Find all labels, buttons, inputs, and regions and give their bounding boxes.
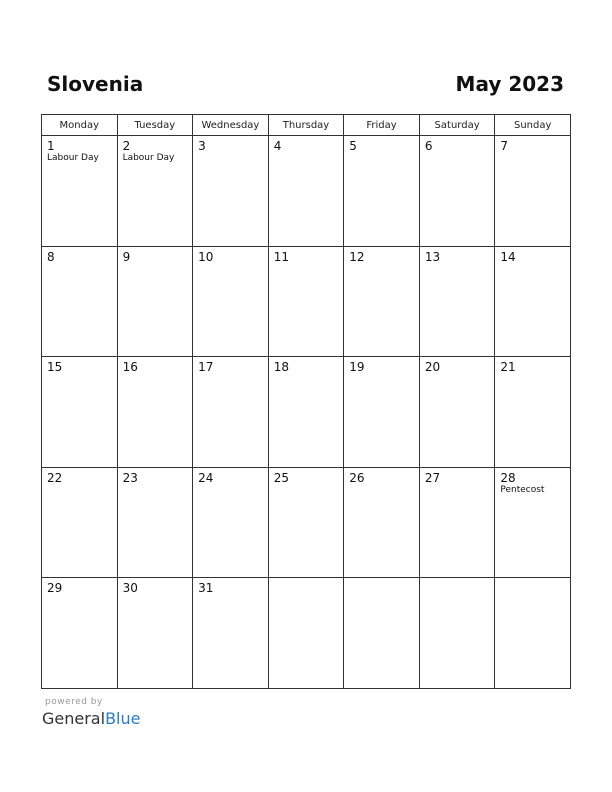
week-row-5 [42,578,571,689]
day-number: 23 [122,470,138,485]
day-number: 26 [349,470,365,485]
day-number: 19 [349,360,365,375]
day-cell [495,357,571,468]
day-number: 21 [500,360,516,375]
day-cell [193,357,269,468]
week-row-3 [42,357,571,468]
day-cell [193,578,269,689]
day-cell [268,357,344,468]
day-number: 4 [273,139,282,153]
day-number: 6 [424,139,433,153]
day-number: 25 [273,470,289,485]
day-cell [419,136,495,247]
day-cell [344,246,420,357]
holiday-label: Pentecost [500,484,545,495]
day-cell-empty [419,578,495,689]
day-number: 16 [122,360,138,375]
week-row-1 [42,136,571,247]
day-number: 7 [500,139,509,153]
day-number: 28 [500,470,516,485]
day-number: 11 [273,249,289,264]
day-number: 5 [349,139,357,153]
weekday-header-row [42,115,571,136]
day-cell [42,357,118,468]
day-cell [344,467,420,578]
day-cell [193,246,269,357]
day-number [344,578,419,581]
country-title: Slovenia [47,72,144,96]
day-cell [42,578,118,689]
day-cell [117,246,193,357]
day-cell-empty [344,578,420,689]
month-year-title: May 2023 [455,72,564,96]
day-number: 29 [47,581,63,596]
day-cell [117,136,193,247]
day-number: 30 [122,581,138,596]
holiday-label: Labour Day [122,153,175,163]
day-cell [117,357,193,468]
weekday-sunday: Sunday [495,115,571,136]
holiday-label: Labour Day [47,153,99,163]
day-number: 22 [47,470,63,485]
day-number: 14 [500,249,516,264]
day-number: 3 [198,139,206,153]
day-number: 8 [47,249,55,264]
day-cell [419,357,495,468]
day-cell [495,467,571,578]
day-number: 24 [198,470,214,485]
day-number: 27 [424,470,441,485]
day-cell [42,136,118,247]
week-row-2 [42,246,571,357]
powered-by-text: powered by [45,697,103,707]
day-cell [42,467,118,578]
weekday-saturday: Saturday [419,115,495,136]
day-number: 17 [198,360,214,375]
day-number: 31 [198,581,214,596]
day-cell [344,357,420,468]
day-cell [193,467,269,578]
calendar-grid [41,114,571,689]
day-cell [117,578,193,689]
day-cell [117,467,193,578]
day-number: 20 [424,360,441,375]
brand-name-general: General [42,709,106,728]
day-number: 9 [122,249,131,264]
brand-logo[interactable] [42,709,140,729]
week-row-4 [42,467,571,578]
weekday-thursday: Thursday [268,115,344,136]
day-cell [495,246,571,357]
day-cell [268,467,344,578]
day-cell [193,136,269,247]
day-cell-empty [268,578,344,689]
weekday-monday: Monday [42,115,118,136]
weekday-wednesday: Wednesday [193,115,269,136]
weekday-tuesday: Tuesday [117,115,193,136]
day-number [495,578,570,581]
footer-branding [42,697,140,729]
day-cell [42,246,118,357]
day-number: 10 [198,249,214,264]
day-cell [268,246,344,357]
day-number [269,578,344,581]
day-number: 13 [424,249,441,264]
day-number [420,578,495,581]
day-cell [344,136,420,247]
day-cell [419,467,495,578]
day-cell [419,246,495,357]
day-cell [495,136,571,247]
day-number: 18 [273,360,289,375]
day-number: 15 [47,360,63,375]
day-cell-empty [495,578,571,689]
day-number: 2 [122,139,131,153]
day-number: 1 [47,139,55,153]
weekday-friday: Friday [344,115,420,136]
brand-name-blue: Blue [105,709,141,728]
day-cell [268,136,344,247]
day-number: 12 [349,249,365,264]
